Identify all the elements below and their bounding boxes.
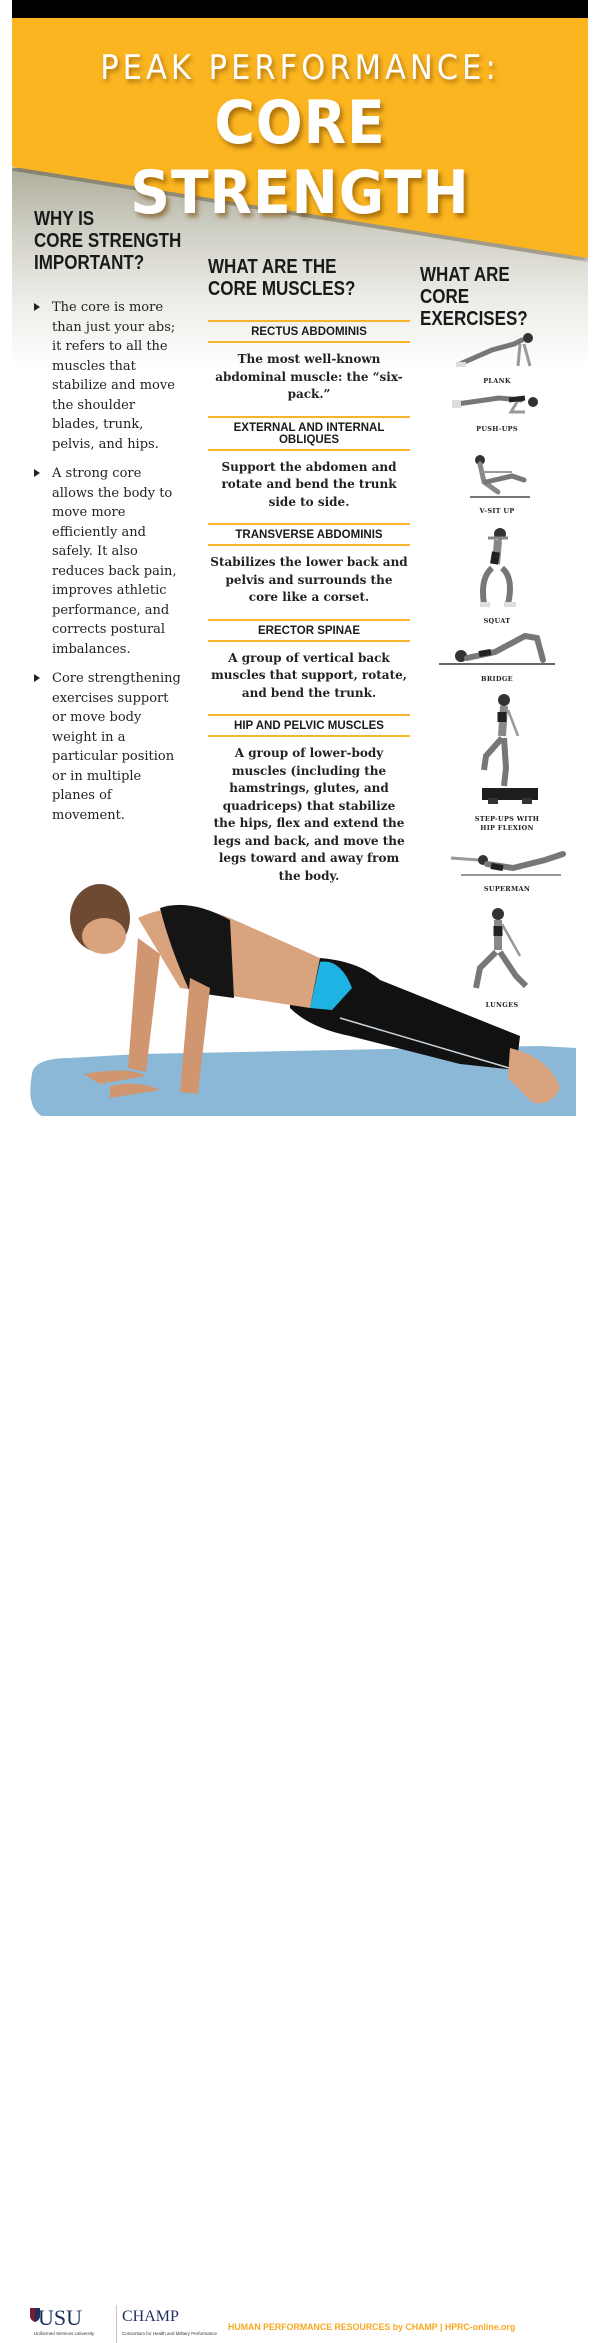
- muscle-item: [208, 320, 410, 416]
- muscle-item: [208, 619, 410, 715]
- exercise-label-line-2: HIP FLEXION: [480, 824, 534, 832]
- muscle-description: A group of lower-body muscles (including the hamstrings, glutes, and quadriceps) that stabilize the hips, flex and extend the legs and back, and move the legs toward and away from the body.: [213, 746, 405, 883]
- footer-divider: [116, 2305, 117, 2343]
- exercise-squat: [462, 524, 532, 626]
- exercise-label: SUPERMAN: [483, 885, 531, 893]
- hero-plank-photo: [20, 858, 576, 1124]
- exercises-heading: [420, 264, 563, 330]
- muscle-name: HIP AND PELVIC MUSCLES: [208, 714, 410, 737]
- muscles-heading: [208, 256, 355, 300]
- exercise-vsit: [452, 452, 542, 516]
- bullet-item: [34, 669, 184, 825]
- exercise-stepups: [452, 690, 562, 833]
- muscle-description: A group of vertical back muscles that support, rotate, and bend the trunk.: [211, 650, 407, 700]
- why-heading-line-2: CORE STRENGTH: [34, 230, 182, 252]
- exercise-label: PUSH-UPS: [476, 425, 518, 433]
- muscles-heading-line-1: WHAT ARE THE: [208, 256, 337, 278]
- exercise-label: LUNGES: [485, 1001, 519, 1009]
- footer: [0, 1145, 600, 2336]
- muscle-description: The most well-known abdominal muscle: the “six-pack.”: [215, 352, 403, 401]
- vsit-figure-icon: [462, 452, 532, 500]
- bullet-text: A strong core allows the body to move more efficiently and safely. It also reduces back pain, improves athletic performance, and corrects postural imbalances.: [52, 466, 177, 657]
- squat-figure-icon: [472, 524, 522, 610]
- muscle-description: Stabilizes the lower back and pelvis and surrounds the core like a corset.: [210, 555, 408, 604]
- exercise-bridge: [432, 628, 562, 684]
- muscle-name: RECTUS ABDOMINIS: [208, 320, 410, 343]
- muscle-name: TRANSVERSE ABDOMINIS: [208, 523, 410, 546]
- exercise-pushups: [442, 388, 552, 434]
- title-line-1: PEAK PERFORMANCE:: [100, 48, 500, 88]
- why-heading-line-3: IMPORTANT?: [34, 252, 145, 274]
- muscle-name: ERECTOR SPINAE: [208, 619, 410, 642]
- champ-subtitle: Consortium for Health and Military Performance: [122, 2331, 218, 2336]
- hprc-link[interactable]: HUMAN PERFORMANCE RESOURCES by CHAMP | HPRC-online.org: [228, 2322, 516, 2332]
- exercises-heading-line-1: WHAT ARE: [420, 264, 510, 286]
- muscle-name: EXTERNAL AND INTERNAL OBLIQUES: [208, 416, 410, 451]
- exercise-plank: [442, 326, 552, 386]
- muscle-description: Support the abdomen and rotate and bend the trunk side to side.: [221, 459, 397, 509]
- top-black-bar: [12, 0, 588, 18]
- plank-figure-icon: [452, 326, 542, 370]
- exercise-label: PLANK: [483, 377, 511, 385]
- exercise-label: SQUAT: [483, 617, 511, 625]
- exercise-label-line-1: STEP-UPS WITH: [474, 815, 540, 823]
- why-heading-line-1: WHY IS: [34, 208, 95, 230]
- triangle-bullet-icon: [34, 303, 40, 311]
- bridge-figure-icon: [435, 628, 559, 668]
- triangle-bullet-icon: [34, 674, 40, 682]
- muscle-item: [208, 416, 410, 524]
- bullet-text: The core is more than just your abs; it refers to all the muscles that stabilize and move the shoulder blades, trunk, pelvis, and hips.: [52, 300, 176, 452]
- champ-logo: CHAMP: [122, 2308, 179, 2325]
- why-bullet-list: [34, 298, 184, 835]
- bullet-text: Core strengthening exercises support or move body weight in a particular position or in multiple planes of movement.: [52, 671, 181, 823]
- title-line-2: CORE STRENGTH: [130, 88, 470, 228]
- triangle-bullet-icon: [34, 469, 40, 477]
- exercises-heading-line-2: CORE EXERCISES?: [420, 286, 528, 330]
- exercise-label: V-SIT UP: [479, 507, 515, 515]
- pushup-figure-icon: [449, 388, 545, 418]
- muscle-list: [208, 320, 410, 897]
- usu-logo: USU: [38, 2305, 83, 2330]
- muscle-item: [208, 523, 410, 619]
- usu-subtitle: Uniformed Services University: [34, 2331, 95, 2336]
- muscles-heading-line-2: CORE MUSCLES?: [208, 278, 356, 300]
- exercise-label: BRIDGE: [481, 675, 513, 683]
- why-heading: [34, 208, 181, 274]
- bullet-item: [34, 464, 184, 659]
- bullet-item: [34, 298, 184, 454]
- stepup-figure-icon: [462, 690, 552, 808]
- exercise-label: [452, 815, 562, 833]
